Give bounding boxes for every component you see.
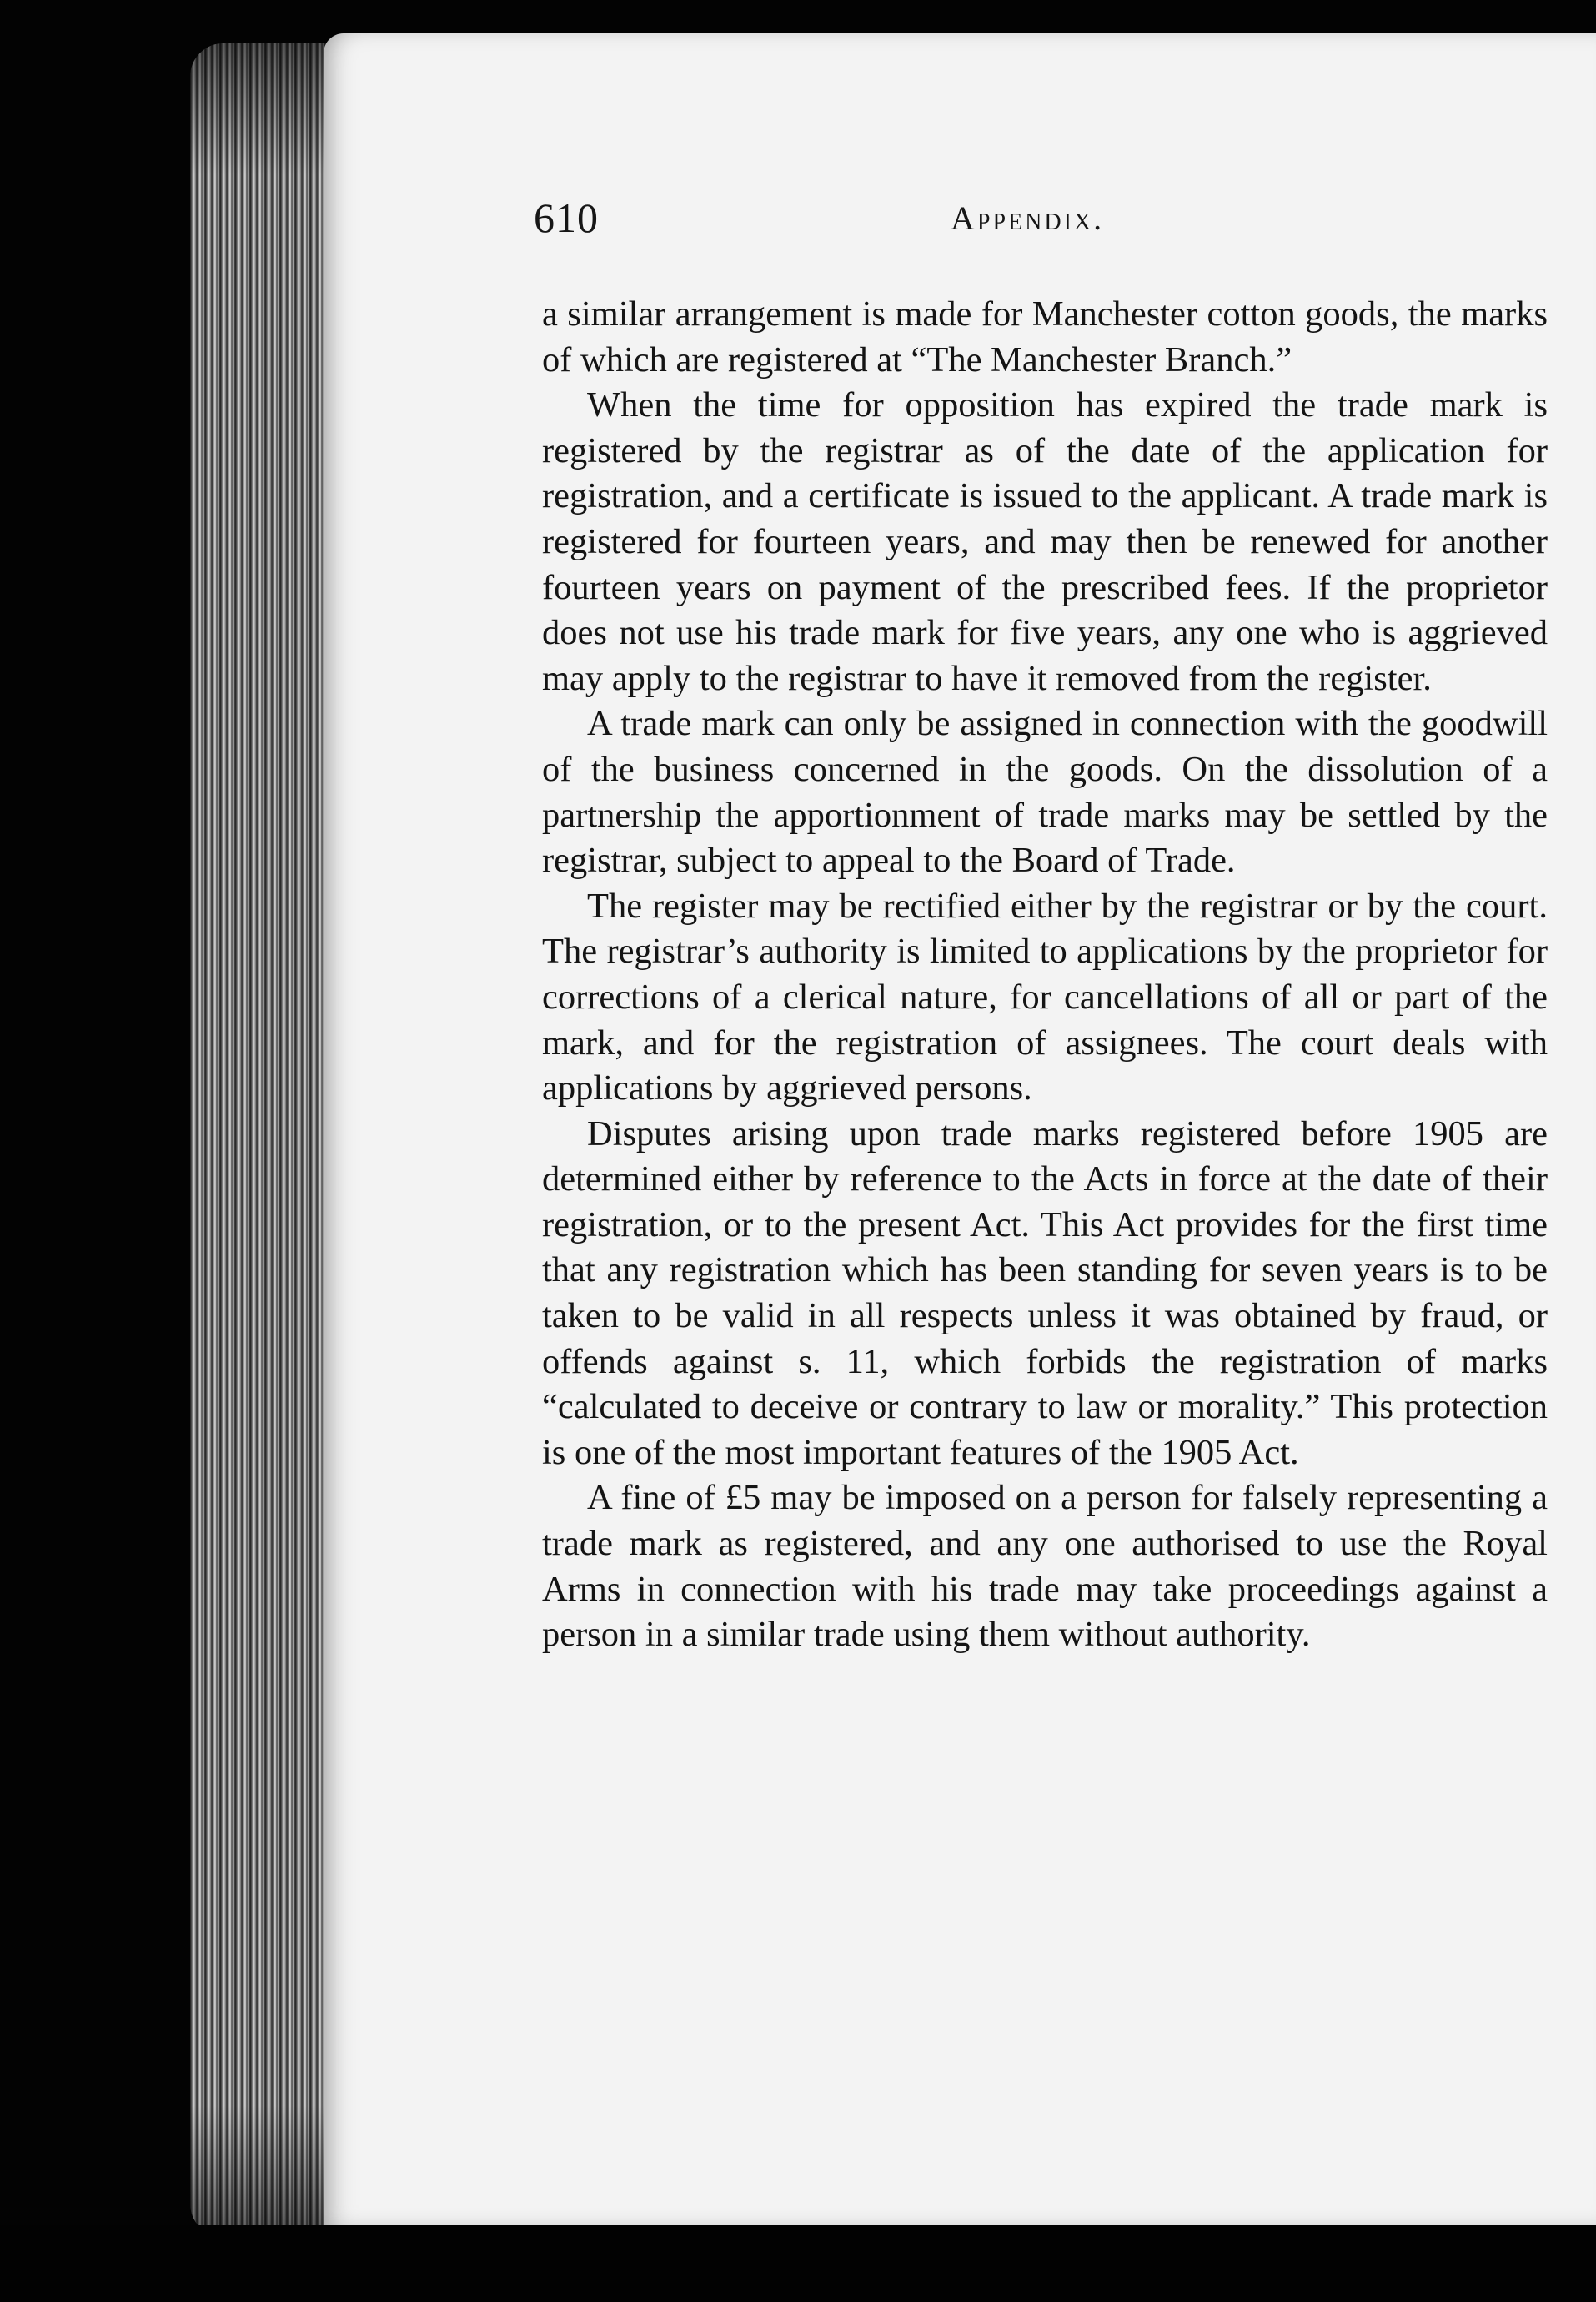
paragraph-rectification: The register may be rectified either by the registrar or by the court. The registrar’s authority is limited to applications by the proprietor for corrections of a clerical nature, for cancellations of all or part of the mark, and for the registration of assignees. The court deals with applications by aggrieved persons. <box>542 886 1548 1108</box>
paragraph-continued: a similar arrangement is made for Manchester cotton goods, the marks of which are registered at “The Manchester Branch.” <box>542 294 1548 379</box>
scan-bottom-border <box>0 2225 1596 2302</box>
running-head <box>534 194 1543 244</box>
paragraph-registration: When the time for opposition has expired the trade mark is registered by the registrar as of the date of the application for registration, and a certificate is issued to the applicant. A trade mark is registered for fourteen years, and may then be renewed for another fourteen years on payment of the prescribed fees. If the proprietor does not use his trade mark for five years, any one who is aggrieved may apply to the registrar to have it removed from the register. <box>542 385 1548 698</box>
paragraph-fines: A fine of £5 may be imposed on a person for falsely representing a trade mark as registered, and any one authorised to use the Royal Arms in connection with his trade may take proceedings against a person in a similar trade using them without authority. <box>542 1478 1548 1655</box>
paragraph-disputes: Disputes arising upon trade marks registered before 1905 are determined either by reference to the Acts in force at the date of their registration, or to the present Act. This Act provides for the first time that any registration which has been standing for seven years is to be taken to be valid in all respects unless it was obtained by fraud, or offends against s. 11, which forbids the registration of marks “calculated to deceive or contrary to law or morality.” This protection is one of the most important features of the 1905 Act. <box>542 1113 1548 1472</box>
body-text <box>542 292 1548 1658</box>
book-page-edges <box>190 43 340 2237</box>
paragraph-assignment: A trade mark can only be assigned in connection with the goodwill of the business concerned in the goods. On the dissolution of a partnership the apportionment of trade marks may be settled by the registrar, subject to appeal to the Board of Trade. <box>542 704 1548 881</box>
running-title: Appendix. <box>951 199 1105 237</box>
page-number: 610 <box>534 194 599 241</box>
